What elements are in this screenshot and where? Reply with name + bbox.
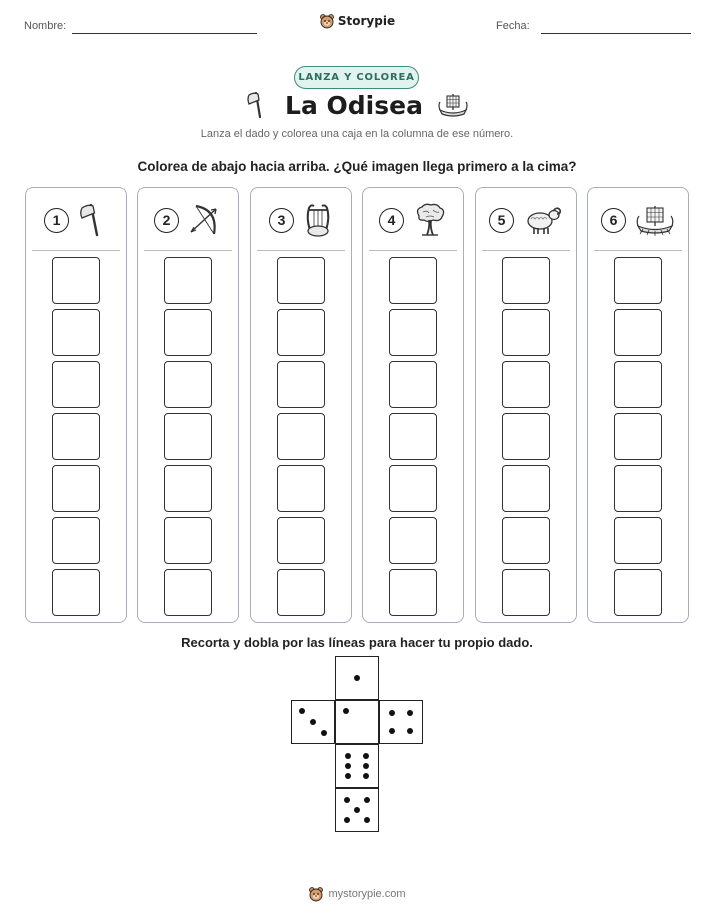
- die-pip: [343, 708, 349, 714]
- die-pip: [389, 728, 395, 734]
- color-box[interactable]: [164, 309, 212, 356]
- brand-logo: [0, 13, 714, 29]
- activity-badge: LANZA Y COLOREA: [294, 66, 419, 89]
- color-box[interactable]: [164, 257, 212, 304]
- column-header: [26, 202, 126, 238]
- name-label: Nombre:: [24, 20, 67, 32]
- color-box[interactable]: [389, 569, 437, 616]
- column-4: [362, 187, 464, 623]
- die-pip: [344, 817, 350, 823]
- die-pip: [344, 797, 350, 803]
- color-box[interactable]: [52, 517, 100, 564]
- color-box[interactable]: [277, 361, 325, 408]
- column-header: [138, 202, 238, 238]
- color-box[interactable]: [52, 309, 100, 356]
- column-5: [475, 187, 577, 623]
- die-pip: [363, 753, 369, 759]
- ram-icon: [523, 203, 563, 237]
- color-box[interactable]: [52, 361, 100, 408]
- bear-mascot-icon: [319, 13, 335, 29]
- column-6: [587, 187, 689, 623]
- color-box[interactable]: [52, 413, 100, 460]
- column-divider: [257, 250, 345, 251]
- instruction: Colorea de abajo hacia arriba. ¿Qué imagen llega primero a la cima?: [137, 159, 577, 174]
- column-header: [588, 202, 688, 238]
- column-divider: [144, 250, 232, 251]
- bow-and-arrow-icon: [188, 202, 222, 238]
- footer: [0, 886, 714, 902]
- color-box[interactable]: [164, 413, 212, 460]
- date-line[interactable]: [541, 33, 691, 34]
- color-box[interactable]: [614, 517, 662, 564]
- color-box[interactable]: [502, 361, 550, 408]
- die-pip: [354, 807, 360, 813]
- brand-name: Storypie: [337, 14, 396, 28]
- die-pip: [299, 708, 305, 714]
- lyre-icon: [303, 202, 333, 238]
- die-pip: [321, 730, 327, 736]
- die-pip: [364, 797, 370, 803]
- axe-icon: [245, 90, 271, 120]
- ship-icon: [437, 91, 469, 119]
- die-pip: [345, 773, 351, 779]
- ship-icon: [635, 203, 675, 237]
- column-number: 3: [269, 208, 294, 233]
- color-box[interactable]: [164, 517, 212, 564]
- color-box[interactable]: [164, 569, 212, 616]
- column-divider: [32, 250, 120, 251]
- color-box[interactable]: [277, 465, 325, 512]
- color-box[interactable]: [52, 465, 100, 512]
- bear-mascot-icon: [308, 886, 324, 902]
- die-pip: [354, 675, 360, 681]
- color-box[interactable]: [389, 309, 437, 356]
- die-pip: [345, 763, 351, 769]
- die-face[interactable]: [335, 700, 379, 744]
- color-box[interactable]: [277, 413, 325, 460]
- date-label: Fecha:: [496, 20, 530, 32]
- name-line[interactable]: [72, 33, 257, 34]
- die-face[interactable]: [379, 700, 423, 744]
- column-2: [137, 187, 239, 623]
- column-number: 2: [154, 208, 179, 233]
- column-number: 6: [601, 208, 626, 233]
- footer-url[interactable]: mystorypie.com: [328, 888, 406, 900]
- color-box[interactable]: [277, 309, 325, 356]
- column-number: 1: [44, 208, 69, 233]
- color-box[interactable]: [389, 517, 437, 564]
- die-pip: [345, 753, 351, 759]
- color-box[interactable]: [164, 361, 212, 408]
- color-box[interactable]: [502, 257, 550, 304]
- die-face[interactable]: [335, 788, 379, 832]
- axe-icon: [78, 202, 108, 238]
- subtitle: Lanza el dado y colorea una caja en la columna de ese número.: [200, 128, 514, 140]
- column-header: [251, 202, 351, 238]
- color-box[interactable]: [52, 257, 100, 304]
- page-title: La Odisea: [285, 90, 423, 120]
- column-header: [476, 202, 576, 238]
- color-box[interactable]: [52, 569, 100, 616]
- die-pip: [389, 710, 395, 716]
- color-box[interactable]: [502, 465, 550, 512]
- color-box[interactable]: [614, 309, 662, 356]
- color-box[interactable]: [614, 257, 662, 304]
- die-pip: [407, 728, 413, 734]
- color-box[interactable]: [614, 569, 662, 616]
- color-box[interactable]: [614, 361, 662, 408]
- die-pip: [364, 817, 370, 823]
- color-box[interactable]: [502, 309, 550, 356]
- color-box[interactable]: [277, 517, 325, 564]
- column-number: 4: [379, 208, 404, 233]
- column-3: [250, 187, 352, 623]
- column-divider: [369, 250, 457, 251]
- color-box[interactable]: [502, 413, 550, 460]
- column-header: [363, 202, 463, 238]
- die-face[interactable]: [335, 744, 379, 788]
- color-box[interactable]: [277, 569, 325, 616]
- column-divider: [594, 250, 682, 251]
- die-face[interactable]: [335, 656, 379, 700]
- olive-tree-icon: [413, 202, 447, 238]
- color-box[interactable]: [389, 361, 437, 408]
- color-box[interactable]: [614, 465, 662, 512]
- color-box[interactable]: [164, 465, 212, 512]
- color-box[interactable]: [502, 569, 550, 616]
- title-row: [0, 90, 714, 120]
- die-instruction: Recorta y dobla por las líneas para hacer tu propio dado.: [181, 635, 533, 650]
- die-pip: [407, 710, 413, 716]
- die-pip: [363, 763, 369, 769]
- column-1: [25, 187, 127, 623]
- color-box[interactable]: [389, 413, 437, 460]
- die-pip: [310, 719, 316, 725]
- color-box[interactable]: [614, 413, 662, 460]
- color-box[interactable]: [502, 517, 550, 564]
- column-number: 5: [489, 208, 514, 233]
- color-box[interactable]: [389, 465, 437, 512]
- color-box[interactable]: [277, 257, 325, 304]
- column-divider: [482, 250, 570, 251]
- die-pip: [363, 773, 369, 779]
- die-face[interactable]: [291, 700, 335, 744]
- color-box[interactable]: [389, 257, 437, 304]
